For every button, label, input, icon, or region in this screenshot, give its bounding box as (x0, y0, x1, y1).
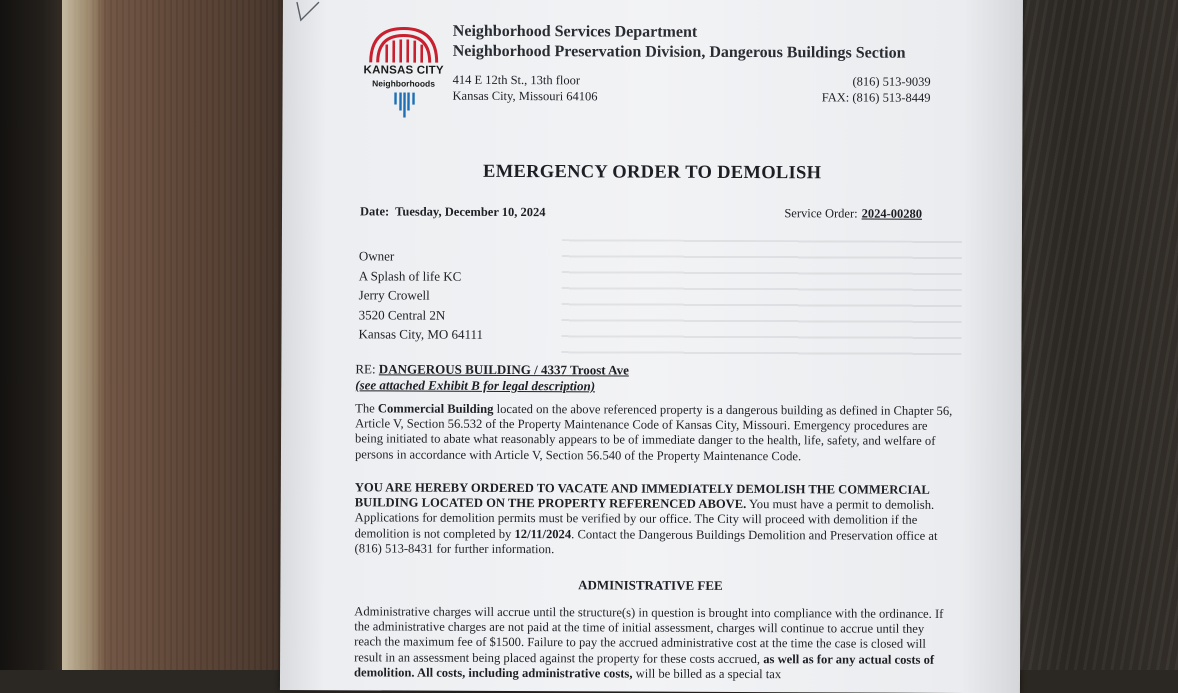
background-wood-edge (62, 0, 102, 670)
office-address-line2: Kansas City, Missouri 64106 (453, 89, 598, 105)
logo-subtitle: Neighborhoods (361, 78, 447, 88)
recipient-line: A Splash of life KC (359, 266, 484, 286)
subject-line: DANGEROUS BUILDING / 4337 Troost Ave (379, 361, 629, 377)
deadline-date: 12/11/2024 (514, 527, 571, 541)
recipient-line: Owner (359, 246, 484, 266)
service-order-row (784, 206, 922, 222)
background-dark-left (0, 0, 70, 670)
date-label: Date: (360, 204, 389, 218)
office-fax: FAX: (816) 513-8449 (822, 90, 931, 105)
office-phone: (816) 513-9039 (852, 74, 930, 89)
paragraph-building-status (355, 401, 955, 464)
office-address-line1: 414 E 12th St., 13th floor (453, 73, 581, 89)
document-page (280, 0, 1023, 693)
service-order-number: 2024-00280 (862, 207, 922, 221)
order-statement: YOU ARE HEREBY ORDERED TO VACATE AND IMMEDIATELY DEMOLISH THE COMMERCIAL BUILDING LOCATED ON THE PROPERTY REFERENCED ABOVE. (355, 480, 929, 511)
building-type: Commercial Building (378, 401, 494, 416)
division-name: Neighborhood Preservation Division, Dangerous Buildings Section (453, 43, 906, 63)
recipient-line: Jerry Crowell (359, 286, 484, 306)
recipient-line: 3520 Central 2N (359, 305, 484, 325)
recipient-line: Kansas City, MO 64111 (358, 325, 483, 345)
subject-note: (see attached Exhibit B for legal description) (355, 377, 629, 394)
date-value: Tuesday, December 10, 2024 (395, 204, 545, 219)
pen-mark-icon (295, 0, 321, 24)
recipient-address (358, 246, 483, 345)
fountain-arch-icon (367, 24, 441, 64)
document-title: EMERGENCY ORDER TO DEMOLISH (282, 161, 1022, 185)
date-row (360, 204, 546, 220)
subject-block (355, 361, 629, 394)
costs-statement: as well as for any actual costs of demolition. All costs, including administrative costs, (354, 652, 934, 681)
administrative-fee-heading: ADMINISTRATIVE FEE (280, 576, 1020, 595)
fountain-bars-icon (391, 90, 417, 118)
paragraph-text: located on the above referenced property is a dangerous building as defined in Chapter 56, Article V, Section 56.532 of the Property Maintenance Code of Kansas City, Missouri. Emergency procedures are being initiated to abate what reasonably appears to be of immediate danger to the health, life, safety, and welfare of persons in accordance with Article V, Section 56.540 of the Property Maintenance Code. (355, 402, 952, 463)
kansas-city-logo (360, 24, 446, 114)
paragraph-demolition-order (355, 480, 955, 559)
paragraph-text: Administrative charges will accrue until the structure(s) in question is brought into compliance with the ordinance. If the administrative charges are not paid at the time of initial assessment, charges will continue to accrue until they reach the maximum fee of $1500. Failure to pay the accrued administrative cost at the time the case is closed will result in an assessment being placed against the property for these costs accrued, (354, 604, 943, 665)
background-wood-right (1000, 0, 1178, 670)
logo-city-name: KANSAS CITY (361, 64, 447, 76)
bleed-through-text (561, 239, 962, 361)
paragraph-text: . Contact the Dangerous Buildings Demolition and Preservation office at (816) 513-8431 for further information. (355, 527, 938, 556)
paragraph-administrative-fee (354, 604, 954, 683)
subject-prefix: RE: (355, 361, 375, 376)
paragraph-text: will be billed as a special tax (632, 666, 781, 681)
department-name: Neighborhood Services Department (453, 23, 697, 42)
service-order-label: Service Order: (784, 206, 857, 220)
paragraph-text: You must have a permit to demolish. Applications for demolition permits must be verified by our office. The City will proceed with demolition if the demolition is not completed by (355, 497, 935, 540)
paragraph-text: The (355, 401, 378, 415)
